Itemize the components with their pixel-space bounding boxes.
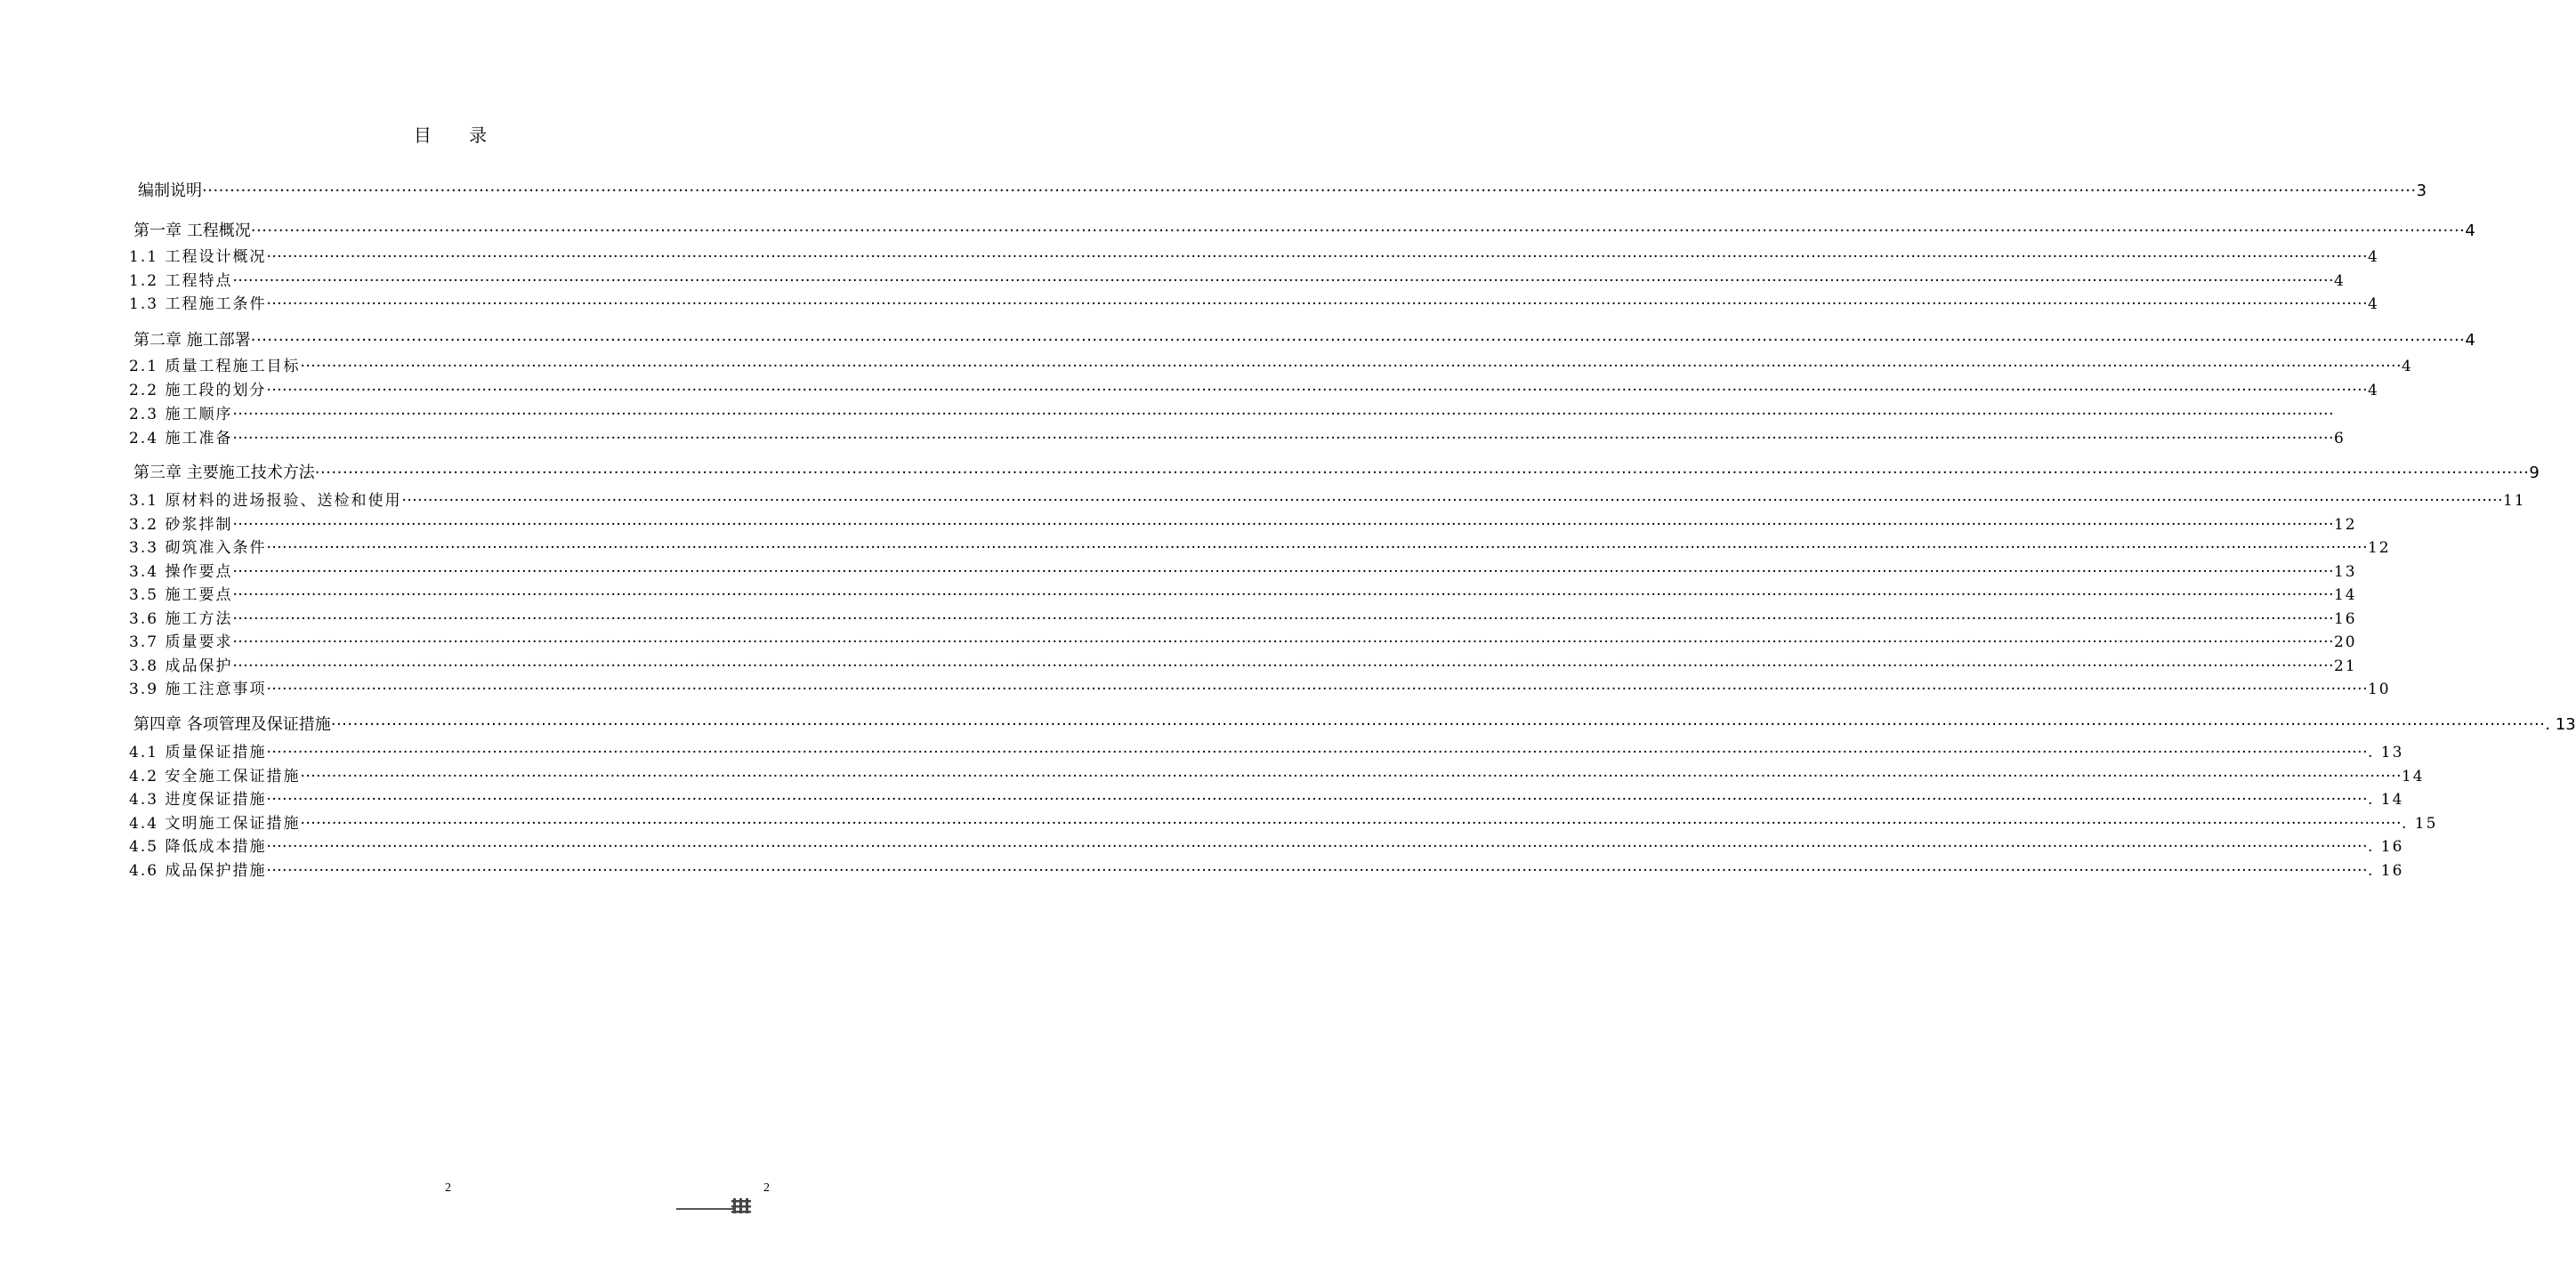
toc-chapter-entry[interactable] bbox=[138, 178, 2427, 201]
toc-entry-page: 4 bbox=[2465, 331, 2475, 350]
toc-leader-dots: ················································································································································································································································································································································································································ bbox=[266, 681, 2368, 698]
toc-entry-label: 4.3 进度保证措施 bbox=[129, 791, 267, 809]
toc-entry-label: 编制说明 bbox=[138, 181, 202, 200]
toc-section-entry[interactable] bbox=[129, 582, 2357, 604]
toc-section-entry[interactable] bbox=[129, 676, 2391, 698]
toc-entry-label: 第三章 主要施工技术方法 bbox=[133, 463, 315, 482]
toc-entry-page: . 13 bbox=[2367, 744, 2404, 761]
toc-entry-label: 1.3 工程施工条件 bbox=[129, 295, 267, 313]
toc-leader-dots: ················································································································································································································································································································································································································ bbox=[232, 272, 2334, 290]
toc-entry-label: 2.3 施工顺序 bbox=[129, 406, 233, 423]
toc-entry-label: 3.4 操作要点 bbox=[129, 563, 233, 581]
toc-entry-page: 16 bbox=[2333, 610, 2357, 628]
toc-leader-dots: ················································································································································································································································································································································································································ bbox=[266, 248, 2368, 266]
toc-entry-label: 2.4 施工准备 bbox=[129, 430, 233, 447]
toc-section-entry[interactable] bbox=[129, 377, 2379, 399]
toc-leader-dots: ················································································································································································································································································································································································································ bbox=[266, 838, 2368, 856]
toc-entry-label: 3.9 施工注意事项 bbox=[129, 681, 267, 698]
toc-entry-page: 10 bbox=[2367, 681, 2391, 698]
toc-leader-dots: ················································································································································································································································································································································································································ bbox=[266, 791, 2368, 809]
toc-section-entry[interactable] bbox=[129, 606, 2357, 628]
toc-leader-dots: ················································································································································································································································································································································································································ bbox=[232, 586, 2334, 604]
toc-section-entry[interactable] bbox=[129, 244, 2379, 266]
toc-leader-dots: ················································································································································································································································································································································································································ bbox=[314, 463, 2530, 482]
toc-chapter-entry[interactable] bbox=[133, 218, 2475, 241]
toc-section-entry[interactable] bbox=[129, 535, 2391, 557]
toc-entry-page: 14 bbox=[2333, 586, 2357, 604]
toc-entry-label: 4.5 降低成本措施 bbox=[129, 838, 267, 856]
toc-section-entry[interactable] bbox=[129, 763, 2425, 786]
toc-leader-dots: ················································································································································································································································································································································································································ bbox=[232, 563, 2334, 581]
toc-entry-label: 3.6 施工方法 bbox=[129, 610, 233, 628]
toc-leader-dots: ················································································································································································································································································································································································································ bbox=[266, 862, 2368, 880]
toc-section-entry[interactable] bbox=[129, 739, 2404, 761]
toc-entry-page: 4 bbox=[2367, 382, 2379, 399]
toc-section-entry[interactable] bbox=[129, 786, 2404, 809]
toc-entry-label: 3.2 砂浆拌制 bbox=[129, 516, 233, 534]
toc-entry-label: 4.6 成品保护措施 bbox=[129, 862, 267, 880]
toc-section-entry[interactable] bbox=[129, 353, 2413, 375]
toc-entry-label: 4.2 安全施工保证措施 bbox=[129, 768, 301, 786]
toc-entry-page: 21 bbox=[2333, 657, 2357, 675]
toc-section-entry[interactable] bbox=[129, 629, 2357, 651]
toc-leader-dots: ················································································································································································································································································································································································································ bbox=[266, 744, 2368, 761]
toc-entry-page: 12 bbox=[2367, 539, 2391, 557]
toc-entry-label: 2.2 施工段的划分 bbox=[129, 382, 267, 399]
toc-entry-page: 3 bbox=[2416, 181, 2427, 200]
toc-entry-page: . 16 bbox=[2367, 838, 2404, 856]
toc-entry-page: 4 bbox=[2333, 272, 2346, 290]
toc-section-entry[interactable] bbox=[129, 425, 2346, 447]
toc-leader-dots: ················································································································································································································································································································································································································ bbox=[232, 406, 2334, 423]
toc-entry-page: . 15 bbox=[2401, 815, 2438, 833]
toc-entry-page: 13 bbox=[2333, 563, 2357, 581]
toc-entry-label: 第一章 工程概况 bbox=[133, 222, 251, 240]
toc-entry-label: 第二章 施工部署 bbox=[133, 331, 251, 350]
toc-leader-dots: ················································································································································································································································································································································································································ bbox=[250, 331, 2466, 350]
toc-section-entry[interactable] bbox=[129, 559, 2357, 581]
toc-leader-dots: ················································································································································································································································································································································································································ bbox=[330, 715, 2546, 734]
toc-leader-dots: ················································································································································································································································································································································································································ bbox=[232, 657, 2334, 675]
toc-entry-page: 12 bbox=[2333, 516, 2357, 534]
toc-entry-label: 3.7 质量要求 bbox=[129, 633, 233, 651]
toc-entry-label: 3.3 砌筑准入条件 bbox=[129, 539, 267, 557]
toc-entry-page: 14 bbox=[2401, 768, 2425, 786]
toc-entry-label: 第四章 各项管理及保证措施 bbox=[133, 715, 331, 734]
toc-chapter-entry[interactable] bbox=[133, 712, 2576, 735]
toc-entry-page: 9 bbox=[2529, 463, 2540, 482]
toc-leader-dots: ················································································································································································································································································································································································································ bbox=[401, 492, 2503, 510]
toc-entry-page: . 14 bbox=[2367, 791, 2404, 809]
toc-leader-dots: ················································································································································································································································································································································································································ bbox=[266, 382, 2368, 399]
toc-entry-page: 6 bbox=[2333, 430, 2346, 447]
toc-entry-page: 20 bbox=[2333, 633, 2357, 651]
toc-leader-dots: ················································································································································································································································································································································································································ bbox=[300, 358, 2402, 375]
toc-chapter-entry[interactable] bbox=[133, 327, 2475, 350]
toc-entry-page: 4 bbox=[2367, 248, 2379, 266]
toc-entry-label: 3.1 原材料的进场报验、送检和使用 bbox=[129, 492, 402, 510]
toc-leader-dots: ················································································································································································································································································································································································································ bbox=[300, 815, 2402, 833]
toc-leader-dots: ················································································································································································································································································································································································································ bbox=[266, 539, 2368, 557]
toc-entry-page: . 13 bbox=[2545, 715, 2576, 734]
toc-leader-dots: ················································································································································································································································································································································································································ bbox=[232, 610, 2334, 628]
toc-leader-dots: ················································································································································································································································································································································································································ bbox=[300, 768, 2402, 786]
toc-entry-label: 3.8 成品保护 bbox=[129, 657, 233, 675]
toc-section-entry[interactable] bbox=[129, 487, 2526, 510]
toc-section-entry[interactable] bbox=[129, 858, 2404, 880]
page-number-right: 2 bbox=[763, 1181, 770, 1195]
toc-section-entry[interactable] bbox=[129, 512, 2357, 534]
toc-entry-label: 2.1 质量工程施工目标 bbox=[129, 358, 301, 375]
toc-section-entry[interactable] bbox=[129, 268, 2346, 290]
toc-section-entry[interactable] bbox=[129, 834, 2404, 856]
toc-leader-dots: ················································································································································································································································································································································································································ bbox=[202, 181, 2417, 200]
toc-entry-page: . 16 bbox=[2367, 862, 2404, 880]
toc-chapter-entry[interactable] bbox=[133, 460, 2540, 483]
toc-leader-dots: ················································································································································································································································································································································································································ bbox=[232, 430, 2334, 447]
toc-leader-dots: ················································································································································································································································································································································································································ bbox=[250, 222, 2466, 240]
toc-leader-dots: ················································································································································································································································································································································································································ bbox=[266, 295, 2368, 313]
toc-entry-page: 11 bbox=[2502, 492, 2526, 510]
footer-logo-icon bbox=[674, 1196, 755, 1215]
toc-section-entry[interactable] bbox=[129, 810, 2438, 833]
toc-entry-label: 4.4 文明施工保证措施 bbox=[129, 815, 301, 833]
toc-title: 目 录 bbox=[413, 125, 504, 146]
toc-entry-page: 4 bbox=[2401, 358, 2413, 375]
toc-entry-page: 4 bbox=[2367, 295, 2379, 313]
toc-entry-label: 3.5 施工要点 bbox=[129, 586, 233, 604]
toc-entry-label: 1.1 工程设计概况 bbox=[129, 248, 267, 266]
page-number-center: 2 bbox=[445, 1181, 451, 1195]
toc-leader-dots: ················································································································································································································································································································································································································ bbox=[232, 516, 2334, 534]
toc-leader-dots: ················································································································································································································································································································································································································ bbox=[232, 633, 2334, 651]
toc-entry-label: 4.1 质量保证措施 bbox=[129, 744, 267, 761]
toc-entry-label: 1.2 工程特点 bbox=[129, 272, 233, 290]
toc-section-entry[interactable] bbox=[129, 291, 2379, 313]
toc-section-entry[interactable] bbox=[129, 653, 2357, 675]
toc-entry-page: 4 bbox=[2465, 222, 2475, 240]
toc-section-entry[interactable] bbox=[129, 401, 2334, 423]
